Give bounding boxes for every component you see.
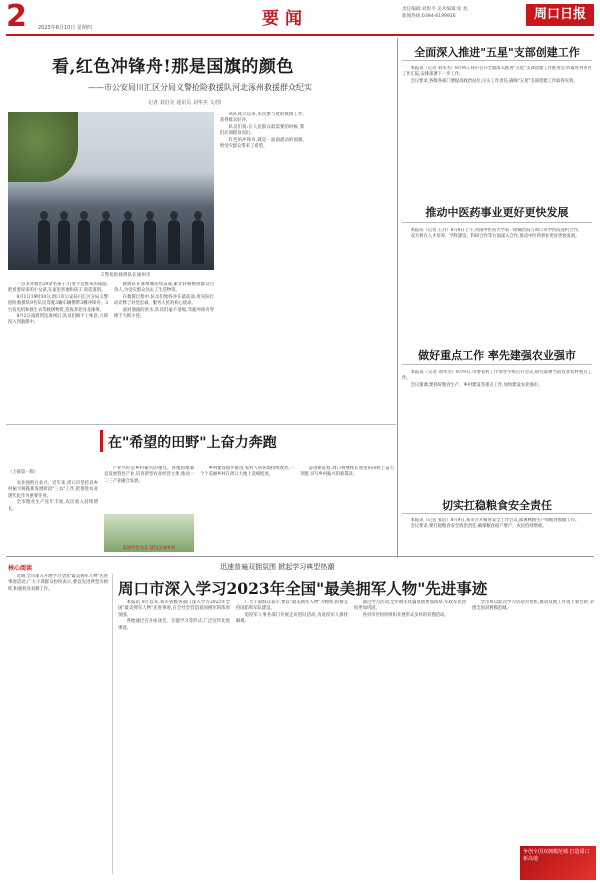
lead-column-2 <box>114 282 214 422</box>
field-image-caption: 发展特色农业 建设美丽乡村 <box>122 546 176 551</box>
lead-column-3 <box>220 112 304 422</box>
field-column-1 <box>8 466 98 552</box>
headline-rule <box>402 60 592 61</box>
headline-rule <box>402 222 592 223</box>
photo-tree <box>8 112 78 182</box>
bottom-paragraph: 本报讯 8月以来,我市各级各部门深入学习2023年全国"最美拥军人物"先进事迹,在全社会营造爱国拥军的浓厚氛围。 <box>118 600 230 618</box>
field-headline: 在"希望的田野"上奋力奔跑 <box>108 435 277 451</box>
photo-person <box>38 220 50 264</box>
bottom-intro <box>8 574 113 874</box>
article-paragraph: 本报讯（记者 张洁）8月9日,我市召开粮食安全工作会议,部署秋粮生产和粮食收储工作。 <box>410 518 580 523</box>
right-article-1-headline: 全面深入推进"五星"支部创建工作 <box>414 46 580 59</box>
lead-column-1 <box>8 282 108 422</box>
header-rule <box>6 34 594 36</box>
right-article-2-body <box>402 228 592 338</box>
lead-paragraph: 红色的冲锋舟,就是一面面流动的国旗,给受灾群众带来了希望。 <box>220 137 304 150</box>
headline-rule <box>402 364 592 365</box>
hotline-line: 新闻热线:0394-6199916 <box>402 14 456 19</box>
lead-subhead: ——市公安局川汇区分局义警抢险救援队河北涿州救援群众纪实 <box>88 83 312 92</box>
field-paragraph: 奋进新征程,周口将继续在希望的田野上奋力奔跑,书写乡村振兴的新篇章。 <box>300 466 394 478</box>
right-article-4-body <box>402 518 592 554</box>
bottom-headline: 周口市深入学习2023年全国"最美拥军人物"先进事迹 <box>118 579 488 598</box>
lead-paragraph: 在救援过程中,队员们始终冲在最前面,用实际行动诠释了对党忠诚、服务人民的初心使命。 <box>114 294 214 307</box>
lead-paragraph: 队员们说:在人民群众最需要的时候,我们必须挺身而出。 <box>220 124 304 137</box>
article-paragraph: 本报讯（记者 刘华杰）8月9日,我市召开全面深入推进"五星"支部创建工作推进会,听取各县市区工作汇报,安排部署下一步工作。 <box>402 66 592 78</box>
bottom-paragraph: 退役军人事务部门开展走访慰问活动,为退役军人排忧解难。 <box>236 612 348 625</box>
lead-paragraph: 面对汹涌的洪水,队员们毫不退缩,驾驶冲锋舟穿梭于大街小巷。 <box>114 307 214 320</box>
bottom-column-3 <box>354 600 466 878</box>
lead-paragraph: 一点多穿救出20余名孩子,打着手边推来的泳游,把看着说来的小女孩,在家里喜他和孩子,说话道别。 <box>8 282 108 294</box>
editor-info <box>402 6 468 20</box>
right-article-3-body <box>402 370 592 490</box>
field-paragraph: 乡村建设稳步推进,农村人居环境持续改善,一个个美丽乡村在周口大地上竞相绽放。 <box>200 466 294 478</box>
field-column-2 <box>104 466 194 512</box>
article-paragraph: 会议要求,各级各部门要提高政治站位,压实工作责任,确保"五星"支部创建工作取得实效。 <box>410 78 578 84</box>
section-title: 要闻 <box>262 9 308 29</box>
photo-caption: 义警抢险救援队在涿州市 <box>100 273 151 278</box>
field-column-4 <box>300 466 394 552</box>
editor-line: 责任编辑:刘影平 美术编辑:张 旭 <box>402 7 468 12</box>
intro-paragraph: 近期,全市深入开展学习全国"最美拥军人物"先进事迹活动,广大干部群众纷纷表示,要以先进典型为榜样,积极投身双拥工作。 <box>8 574 108 592</box>
page-number: 2 <box>6 0 27 34</box>
section-divider <box>6 424 396 425</box>
bottom-kicker: 迅速普遍双拥氛围 掀起学习典型热潮 <box>220 563 335 571</box>
photo-person <box>144 220 156 264</box>
article-paragraph: 会议要求,要扛稳粮食安全政治责任,确保粮食稳产增产、农民持续增收。 <box>410 524 547 530</box>
lead-headline: 看,红色冲锋舟!那是国旗的颜色 <box>52 57 294 77</box>
promo-banner: 争创全国双拥模范城 打造周口新高地 <box>520 846 596 880</box>
column-divider <box>397 38 398 558</box>
right-article-3-headline: 做好重点工作 率先建强农业强市 <box>418 349 576 362</box>
field-kicker: （上接第一版） <box>8 470 39 476</box>
bottom-paragraph: 广大干部群众表示,要以"最美拥军人物"为榜样,积极支持国防和军队建设。 <box>236 600 348 612</box>
headline-accent <box>100 430 103 452</box>
bottom-column-1 <box>118 600 230 878</box>
core-reading-tag: 核心阅读 <box>8 565 33 572</box>
field-column-3 <box>200 466 294 552</box>
lead-paragraph: 8月2日凌晨到达涿州后,队员们顾不上休息,立即投入到救援中。 <box>8 314 108 326</box>
article-paragraph: 本报讯（记者 刘华杰）8月9日,市委农村工作领导小组召开会议,研究部署当前农业农村重点工作。 <box>402 370 592 382</box>
field-paragraph: 产业兴旺是乡村振兴的重点。各地因地制宜发展特色产业,培育新型农业经营主体,推动一二三产业融合发展。 <box>104 466 194 484</box>
bottom-paragraph: 各县市区纷纷组织开展形式多样的双拥活动。 <box>362 612 449 618</box>
right-article-1-body <box>402 66 592 194</box>
bottom-paragraph: 全市将以此次学习活动为契机,推动双拥工作再上新台阶,争创全国双拥模范城。 <box>472 600 594 612</box>
bottom-paragraph: 通过学习活动,全市拥军优属氛围更加浓厚,军政军民团结更加巩固。 <box>354 600 466 612</box>
bottom-divider <box>6 556 594 557</box>
bottom-column-4 <box>472 600 594 840</box>
bottom-column-2 <box>236 600 348 878</box>
field-paragraph: 全市粮食生产连年丰收,农民收入持续增长。 <box>8 500 98 512</box>
article-paragraph: 会议强调,要抓好粮食生产、乡村建设等重点工作,加快建设农业强市。 <box>410 382 543 388</box>
photo-person <box>58 220 70 264</box>
right-article-4-headline: 切实扛稳粮食安全责任 <box>442 499 552 512</box>
lead-paragraph: 8月1日19时30分,周口市公安局川汇区分局义警抢险救援队9名队员驾驶3辆车辆携带3艘冲锋舟、3台发电机和救生衣等救援物资,连夜奔赴河北涿州。 <box>8 294 108 313</box>
photo-person <box>168 220 180 264</box>
lead-photo <box>8 112 214 270</box>
photo-person <box>78 220 90 264</box>
field-paragraph: 农业强则百业兴。近年来,周口市坚持以乡村振兴统揽新发展阶段"三农"工作,把推进农业现代化作为重要任务。 <box>8 481 98 499</box>
lead-byline: 记者 刘启亮 通讯员 刘华杰 文/图 <box>148 100 222 106</box>
photo-person <box>122 220 134 264</box>
article-paragraph: 本报讯（记者 王丹）8月9日上午,河南中医药大学第一附属医院与周口市中医院签约合作。 <box>410 228 583 233</box>
issue-date: 2023年8月10日 星期四 <box>38 25 92 31</box>
bottom-paragraph: 各地通过召开座谈会、专题学习等形式,广泛宣传先进事迹。 <box>118 619 230 631</box>
article-paragraph: 双方将在人才培养、学科建设、科研合作等方面深入合作,推动中医药事业更好更快发展。 <box>410 234 580 240</box>
photo-person <box>100 220 112 264</box>
headline-rule <box>402 513 592 514</box>
lead-paragraph: 该队成立以来,多次参与抢险救援工作,获得群众好评。 <box>220 112 304 124</box>
photo-person <box>192 220 204 264</box>
newspaper-logo: 周口日报 <box>526 4 594 26</box>
right-article-2-headline: 推动中医药事业更好更快发展 <box>425 206 569 219</box>
lead-paragraph: 救援队在涿州城连续奋战,累计转移被困群众百余人,为受灾群众送去了生活物资。 <box>114 282 214 294</box>
